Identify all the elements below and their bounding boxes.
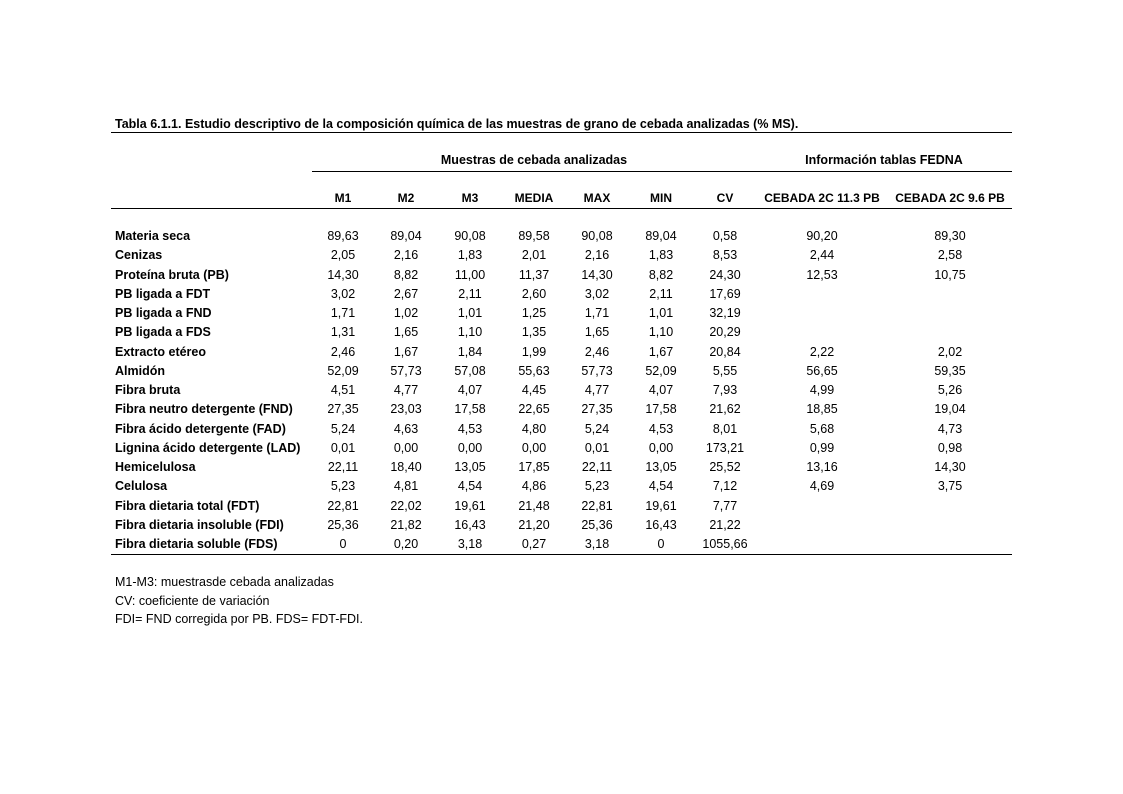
table-cell: 0,00 <box>648 440 674 455</box>
table-cell: 5,26 <box>937 383 963 397</box>
table-cell: 4,86 <box>521 479 547 494</box>
table-cell: 59,35 <box>934 363 966 378</box>
table-cell: 4,07 <box>648 383 674 397</box>
table-cell: 7,77 <box>712 498 738 513</box>
table-cell: 12,53 <box>806 267 838 282</box>
table-cell: 0,01 <box>330 440 356 455</box>
table-cell: 3,02 <box>330 286 356 301</box>
table-row <box>0 287 1123 306</box>
table-cell: 22,65 <box>518 402 550 417</box>
table-cell: 22,11 <box>581 460 613 474</box>
group-header-rule <box>312 171 1012 172</box>
table-cell: 2,46 <box>330 344 356 359</box>
table-cell: 4,80 <box>521 421 547 436</box>
note-line: M1-M3: muestrasde cebada analizadas <box>115 575 334 589</box>
table-cell: 8,53 <box>712 248 738 263</box>
table-cell: 1,99 <box>521 344 547 359</box>
table-cell: 57,73 <box>581 363 613 378</box>
table-cell: 5,23 <box>584 479 610 494</box>
row-label: Fibra dietaria soluble (FDS) <box>115 537 278 551</box>
table-cell: 5,24 <box>584 421 610 436</box>
table-caption: Tabla 6.1.1. Estudio descriptivo de la composición química de las muestras de grano de cebada analizadas (% MS). <box>115 117 799 131</box>
table-cell: 23,03 <box>390 402 422 417</box>
table-cell: 89,04 <box>390 229 422 243</box>
table-cell: 2,01 <box>521 248 547 263</box>
table-cell: 89,58 <box>518 229 550 243</box>
row-label: Extracto etéreo <box>115 344 207 359</box>
table-cell: 0,01 <box>584 440 610 455</box>
table-cell: 4,77 <box>584 383 610 397</box>
table-cell: 4,99 <box>809 383 835 397</box>
caption-rule <box>111 132 1012 133</box>
row-label: Fibra dietaria insoluble (FDI) <box>115 517 284 532</box>
note-line: FDI= FND corregida por PB. FDS= FDT-FDI. <box>115 612 363 626</box>
table-cell: 2,11 <box>458 286 482 301</box>
table-cell: 18,85 <box>806 402 838 417</box>
table-cell: 1,83 <box>648 248 674 263</box>
table-cell: 1,84 <box>457 344 483 359</box>
table-cell: 16,43 <box>645 517 677 532</box>
table-cell: 4,07 <box>457 383 483 397</box>
table-cell: 2,44 <box>809 248 835 263</box>
table-cell: 90,08 <box>454 229 486 243</box>
header-rule <box>111 208 1012 209</box>
table-cell: 90,20 <box>806 229 838 243</box>
row-label: Fibra ácido detergente (FAD) <box>115 421 286 436</box>
table-cell: 0,99 <box>809 440 835 455</box>
table-cell: 17,58 <box>454 402 486 417</box>
table-cell: 173,21 <box>705 440 745 455</box>
table-cell: 2,16 <box>393 248 419 263</box>
row-label: PB ligada a FND <box>115 306 212 320</box>
table-cell: 89,63 <box>327 229 359 243</box>
table-cell: 4,77 <box>393 383 419 397</box>
table-cell: 25,36 <box>581 517 613 532</box>
table-row <box>0 383 1123 402</box>
table-cell: 25,36 <box>327 517 359 532</box>
table-notes <box>115 573 363 629</box>
table-cell: 0,20 <box>393 537 419 551</box>
row-label: Fibra neutro detergente (FND) <box>115 402 293 417</box>
row-label: PB ligada a FDS <box>115 325 211 340</box>
table-cell: 13,16 <box>806 460 838 474</box>
table-cell: 18,40 <box>390 460 422 474</box>
table-cell: 16,43 <box>454 517 486 532</box>
table-cell: 21,20 <box>518 517 550 532</box>
row-label: Fibra bruta <box>115 383 181 397</box>
table-cell: 4,69 <box>809 479 835 494</box>
table-cell: 0,98 <box>937 440 963 455</box>
row-label: Cenizas <box>115 248 163 263</box>
table-cell: 3,02 <box>584 286 610 301</box>
table-cell: 4,54 <box>457 479 483 494</box>
table-cell: 56,65 <box>806 363 838 378</box>
table-row <box>0 518 1123 537</box>
table-cell: 2,67 <box>393 286 419 301</box>
table-cell: 32,19 <box>709 306 741 320</box>
row-label: PB ligada a FDT <box>115 286 211 301</box>
table-cell: 2,11 <box>649 286 673 301</box>
table-cell: 14,30 <box>581 267 613 282</box>
table-cell: 5,24 <box>330 421 356 436</box>
table-cell: 17,69 <box>709 286 741 301</box>
table-cell: 52,09 <box>645 363 677 378</box>
table-cell: 7,93 <box>712 383 738 397</box>
table-cell: 11,00 <box>454 267 486 282</box>
table-row <box>0 345 1123 364</box>
table-row <box>0 441 1123 460</box>
table-cell: 20,84 <box>709 344 741 359</box>
table-cell: 4,53 <box>457 421 483 436</box>
table-cell: 4,81 <box>393 479 419 494</box>
table-cell: 0,00 <box>393 440 419 455</box>
table-cell: 13,05 <box>454 460 486 474</box>
table-cell: 2,60 <box>521 286 547 301</box>
table-cell: 4,54 <box>648 479 674 494</box>
table-cell: 4,73 <box>937 421 963 436</box>
table-cell: 19,61 <box>645 498 677 513</box>
table-cell: 5,55 <box>712 363 738 378</box>
table-row <box>0 229 1123 248</box>
table-row <box>0 268 1123 287</box>
row-label: Proteína bruta (PB) <box>115 267 229 282</box>
row-label: Materia seca <box>115 229 191 243</box>
table-cell: 8,82 <box>393 267 419 282</box>
table-cell: 2,16 <box>584 248 610 263</box>
table-cell: 1,83 <box>457 248 483 263</box>
table-cell: 21,82 <box>390 517 422 532</box>
table-cell: 13,05 <box>645 460 677 474</box>
column-header: CV <box>716 191 734 205</box>
table-cell: 5,23 <box>330 479 356 494</box>
table-cell: 27,35 <box>581 402 613 417</box>
table-row <box>0 460 1123 479</box>
table-cell: 1,25 <box>521 306 547 320</box>
table-cell: 1,71 <box>330 306 356 320</box>
table-cell: 52,09 <box>327 363 359 378</box>
table-cell: 90,08 <box>581 229 613 243</box>
table-cell: 1,71 <box>584 306 610 320</box>
table-cell: 1,67 <box>648 344 674 359</box>
table-cell: 2,58 <box>937 248 963 263</box>
table-cell: 2,46 <box>584 344 610 359</box>
table-cell: 1,01 <box>457 306 483 320</box>
table-cell: 57,08 <box>454 363 486 378</box>
table-cell: 57,73 <box>390 363 422 378</box>
table-cell: 25,52 <box>709 460 741 474</box>
column-header: MAX <box>583 191 611 205</box>
table-cell: 14,30 <box>327 267 359 282</box>
table-cell: 24,30 <box>709 267 741 282</box>
table-cell: 0,00 <box>457 440 483 455</box>
table-cell: 2,22 <box>809 344 835 359</box>
table-bottom-rule <box>111 554 1012 555</box>
table-row <box>0 364 1123 383</box>
table-row <box>0 306 1123 325</box>
row-label: Hemicelulosa <box>115 460 196 474</box>
table-cell: 11,37 <box>518 267 550 282</box>
table-cell: 17,85 <box>518 460 550 474</box>
table-cell: 22,02 <box>390 498 422 513</box>
table-cell: 1,10 <box>457 325 483 340</box>
table-cell: 22,81 <box>327 498 359 513</box>
table-cell: 1055,66 <box>702 537 748 551</box>
table-row <box>0 325 1123 344</box>
table-cell: 1,65 <box>393 325 419 340</box>
table-cell: 17,58 <box>645 402 677 417</box>
table-cell: 55,63 <box>518 363 550 378</box>
table-cell: 89,30 <box>934 229 966 243</box>
table-cell: 21,48 <box>518 498 550 513</box>
table-cell: 0,58 <box>712 229 738 243</box>
table-cell: 4,45 <box>521 383 547 397</box>
column-header: M3 <box>461 191 479 205</box>
table-cell: 19,04 <box>934 402 966 417</box>
table-cell: 1,02 <box>393 306 419 320</box>
table-cell: 14,30 <box>934 460 966 474</box>
table-cell: 21,22 <box>709 517 741 532</box>
table-cell: 1,31 <box>330 325 356 340</box>
table-cell: 27,35 <box>327 402 359 417</box>
group-header-samples: Muestras de cebada analizadas <box>440 153 628 167</box>
table-cell: 0 <box>339 537 347 551</box>
table-cell: 4,53 <box>648 421 674 436</box>
table-cell: 22,11 <box>327 460 359 474</box>
table-row <box>0 499 1123 518</box>
table-cell: 8,82 <box>648 267 674 282</box>
note-line: CV: coeficiente de variación <box>115 593 270 608</box>
table-cell: 3,18 <box>584 537 610 551</box>
table-cell: 8,01 <box>712 421 738 436</box>
table-cell: 1,01 <box>648 306 674 320</box>
row-label: Celulosa <box>115 479 168 494</box>
table-cell: 2,05 <box>330 248 356 263</box>
table-cell: 0,27 <box>521 537 547 551</box>
table-cell: 2,02 <box>937 344 963 359</box>
table-cell: 1,65 <box>584 325 610 340</box>
table-row <box>0 402 1123 421</box>
column-header: CEBADA 2C 9.6 PB <box>895 191 1005 205</box>
table-row <box>0 422 1123 441</box>
table-cell: 7,12 <box>712 479 738 494</box>
table-cell: 10,75 <box>934 267 966 282</box>
table-cell: 3,18 <box>457 537 483 551</box>
table-cell: 21,62 <box>709 402 741 417</box>
column-header: MIN <box>650 191 672 205</box>
column-header: M1 <box>334 191 352 205</box>
table-cell: 3,75 <box>937 479 963 494</box>
table-cell: 0,00 <box>521 440 547 455</box>
table-row <box>0 248 1123 267</box>
row-label: Almidón <box>115 363 165 378</box>
table-cell: 89,04 <box>645 229 677 243</box>
table-cell: 0 <box>657 537 665 551</box>
column-header: CEBADA 2C 11.3 PB <box>764 191 880 205</box>
table-cell: 1,10 <box>648 325 674 340</box>
table-cell: 4,51 <box>330 383 356 397</box>
table-cell: 22,81 <box>581 498 613 513</box>
table-cell: 1,35 <box>521 325 547 340</box>
column-header: MEDIA <box>514 191 554 205</box>
table-cell: 5,68 <box>809 421 835 436</box>
column-header: M2 <box>397 191 415 205</box>
row-label: Fibra dietaria total (FDT) <box>115 498 260 513</box>
table-cell: 4,63 <box>393 421 419 436</box>
row-label: Lignina ácido detergente (LAD) <box>115 440 301 455</box>
table-cell: 19,61 <box>454 498 486 513</box>
table-row <box>0 479 1123 498</box>
group-header-fedna: Información tablas FEDNA <box>805 153 963 167</box>
table-cell: 20,29 <box>709 325 741 340</box>
table-cell: 1,67 <box>393 344 419 359</box>
